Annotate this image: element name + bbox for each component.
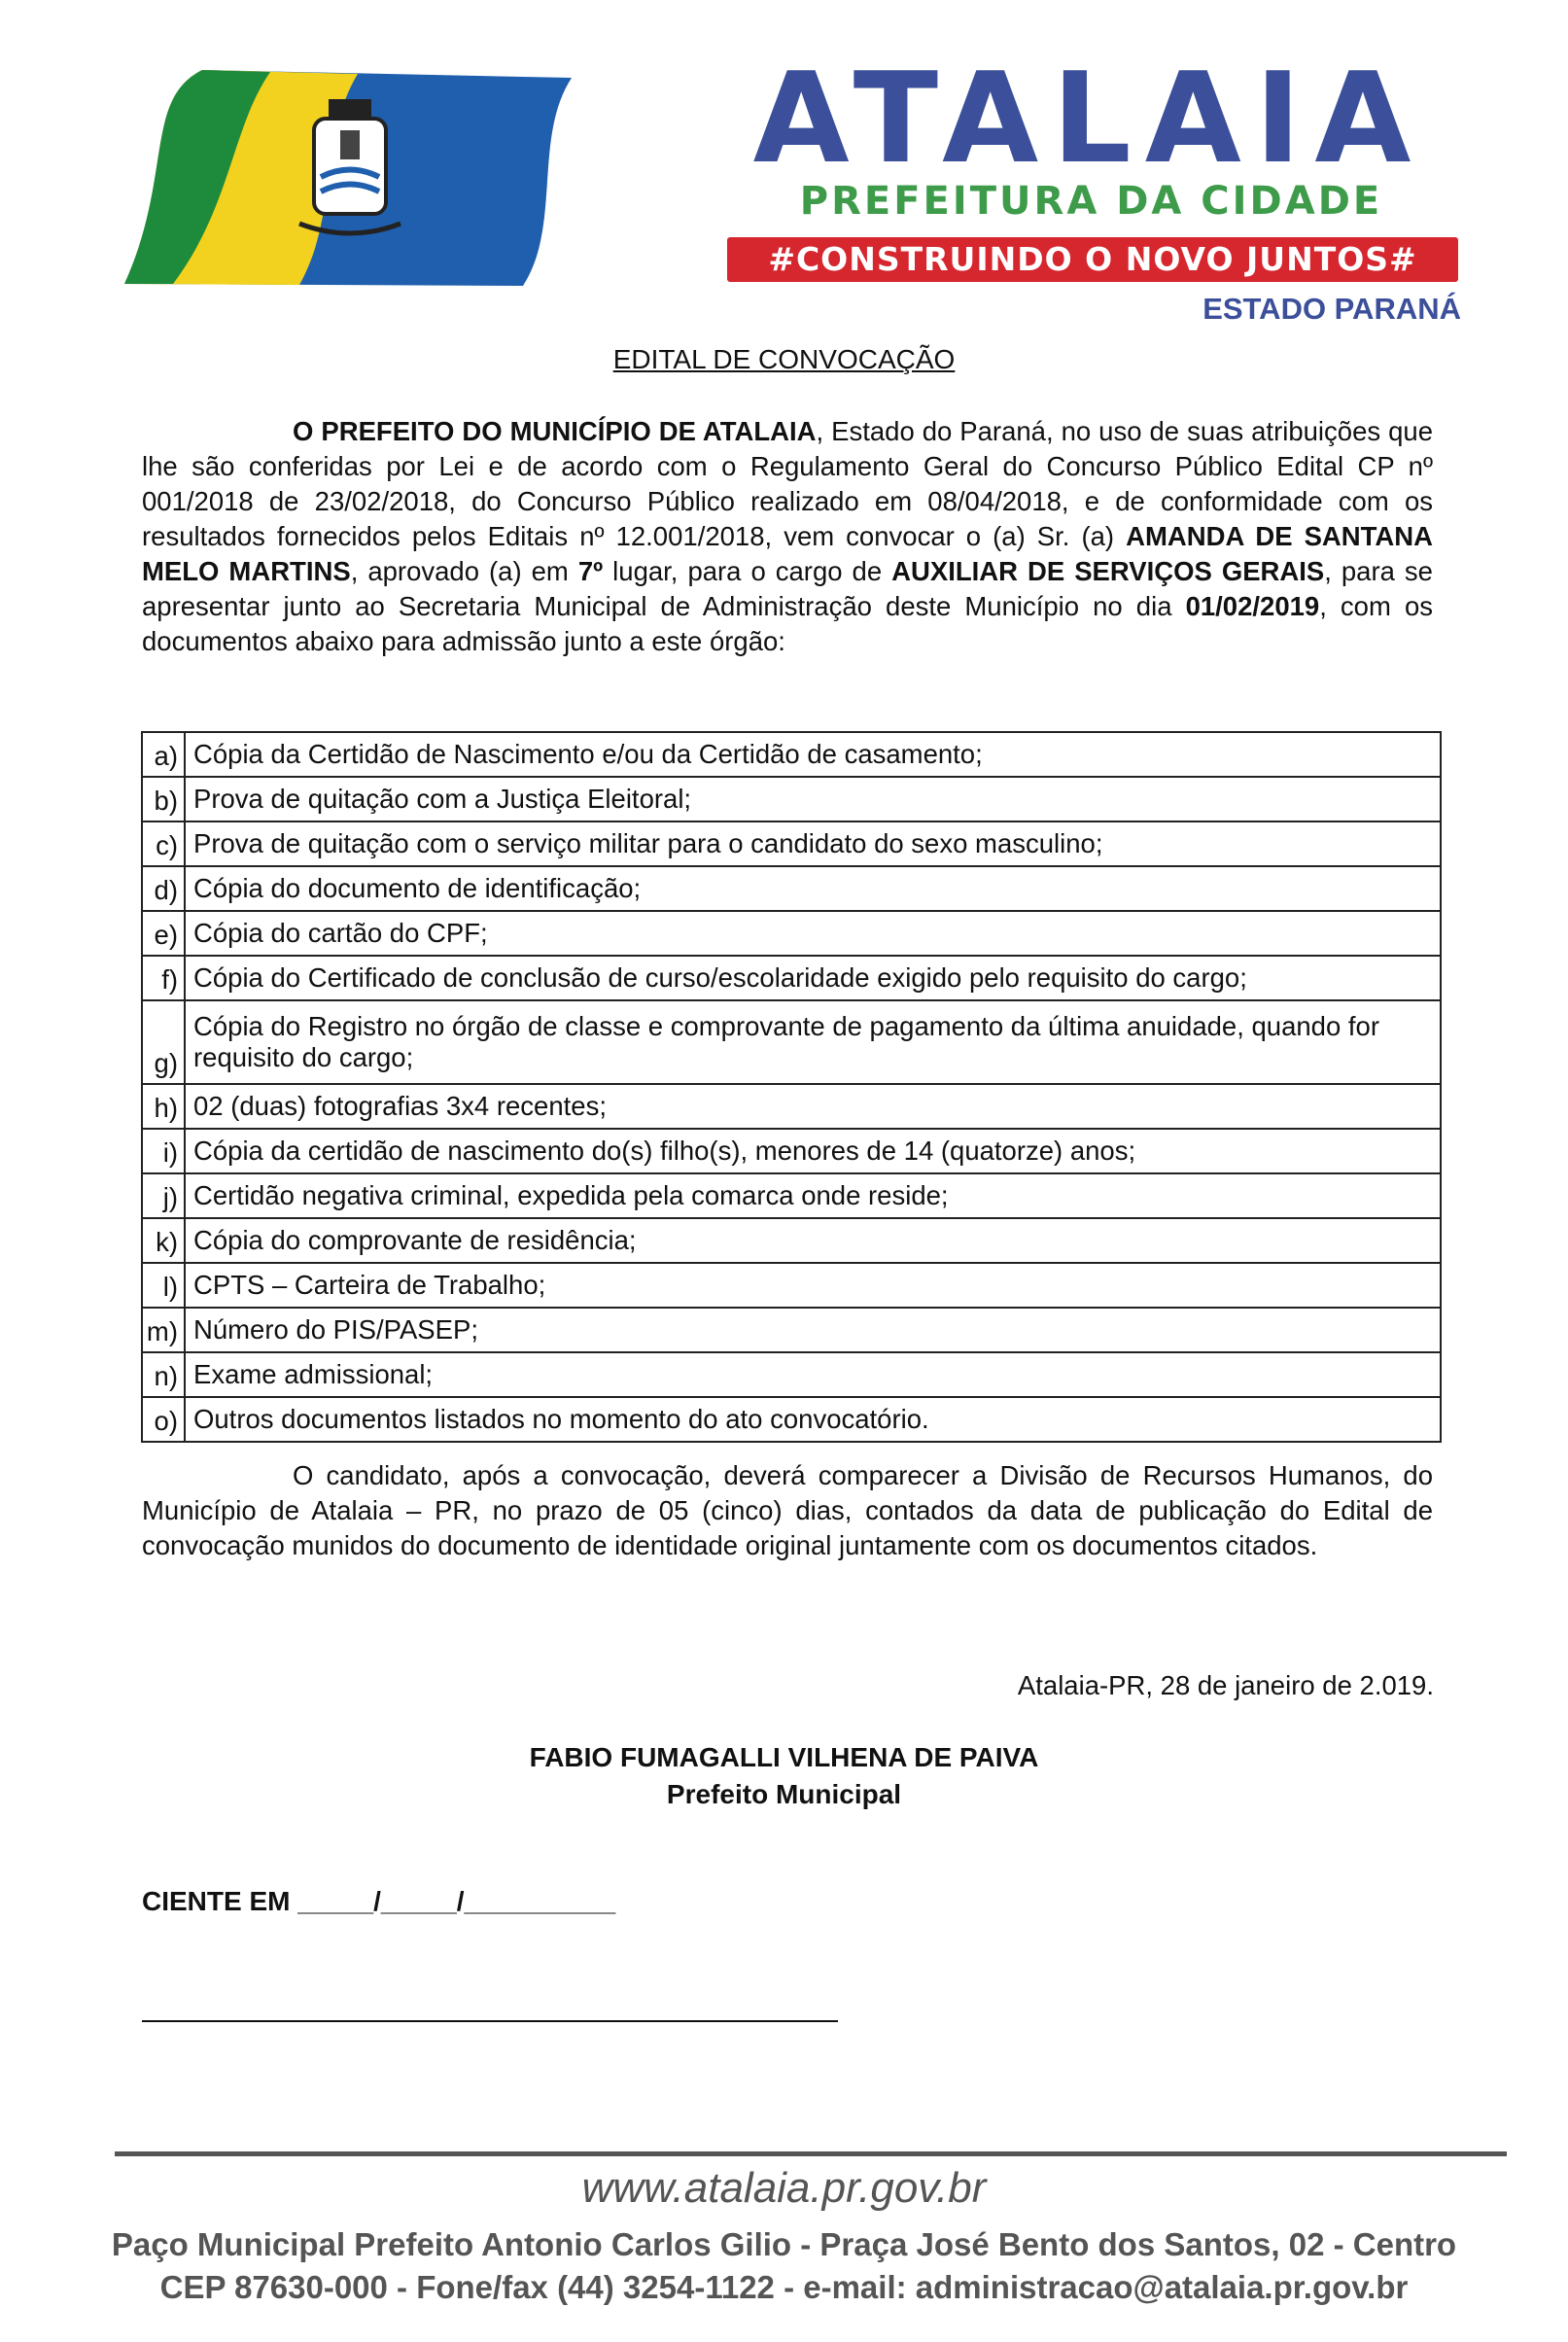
row-text: Cópia do Registro no órgão de classe e comprovante de pagamento da última anuidade, quando for requisito do cargo; — [185, 1000, 1441, 1084]
signer-role: Prefeito Municipal — [666, 1779, 902, 1809]
footer-website[interactable]: www.atalaia.pr.gov.br — [581, 2164, 987, 2212]
table-row — [142, 1352, 1441, 1397]
candidate-position: 7º — [577, 556, 604, 586]
row-letter: h) — [142, 1084, 185, 1129]
table-row — [142, 1000, 1441, 1084]
row-text: Cópia do Certificado de conclusão de curso/escolaridade exigido pelo requisito do cargo; — [185, 956, 1441, 1000]
row-text: Número do PIS/PASEP; — [185, 1308, 1441, 1352]
closing-paragraph: O candidato, após a convocação, deverá comparecer a Divisão de Recursos Humanos, do Município de Atalaia – PR, no prazo de 05 (cinco) dias, contados da data de publicação do Edital de convocação munidos do documento de identidade original juntamente com os documentos citados. — [142, 1460, 1433, 1560]
table-row — [142, 911, 1441, 956]
table-row — [142, 1397, 1441, 1442]
signer-name: FABIO FUMAGALLI VILHENA DE PAIVA — [529, 1742, 1039, 1772]
row-letter: j) — [142, 1173, 185, 1218]
row-letter: n) — [142, 1352, 185, 1397]
row-letter: e) — [142, 911, 185, 956]
row-text: Certidão negativa criminal, expedida pela comarca onde reside; — [185, 1173, 1441, 1218]
table-row — [142, 1218, 1441, 1263]
brand-subtitle: PREFEITURA DA CIDADE — [799, 179, 1383, 224]
row-letter: g) — [142, 1000, 185, 1084]
row-text: Cópia da Certidão de Nascimento e/ou da Certidão de casamento; — [185, 732, 1441, 777]
table-row — [142, 1173, 1441, 1218]
table-row — [142, 1263, 1441, 1308]
presentation-date: 01/02/2019 — [1185, 591, 1320, 621]
row-text: Cópia da certidão de nascimento do(s) filho(s), menores de 14 (quatorze) anos; — [185, 1129, 1441, 1173]
row-text: Exame admissional; — [185, 1352, 1441, 1397]
table-row — [142, 732, 1441, 777]
place-date: Atalaia-PR, 28 de janeiro de 2.019. — [1017, 1670, 1434, 1700]
footer-address: Paço Municipal Prefeito Antonio Carlos Gilio - Praça José Bento dos Santos, 02 - Centro — [111, 2226, 1457, 2262]
row-text: Outros documentos listados no momento do ato convocatório. — [185, 1397, 1441, 1442]
table-row — [142, 956, 1441, 1000]
brand-title: ATALAIA — [752, 47, 1425, 192]
ciente-field: CIENTE EM _____/_____/__________ — [142, 1886, 616, 1916]
row-letter: m) — [142, 1308, 185, 1352]
requirements-table — [141, 731, 1442, 1443]
document-title: EDITAL DE CONVOCAÇÃO — [612, 344, 956, 374]
row-text: Prova de quitação com o serviço militar para o candidato do sexo masculino; — [185, 821, 1441, 866]
row-letter: i) — [142, 1129, 185, 1173]
row-text: Prova de quitação com a Justiça Eleitoral; — [185, 777, 1441, 821]
row-text: Cópia do comprovante de residência; — [185, 1218, 1441, 1263]
municipal-flag-icon — [115, 60, 581, 294]
row-letter: a) — [142, 732, 185, 777]
table-row — [142, 1129, 1441, 1173]
row-letter: d) — [142, 866, 185, 911]
intro-lead: O PREFEITO DO MUNICÍPIO DE ATALAIA — [293, 416, 817, 446]
row-text: 02 (duas) fotografias 3x4 recentes; — [185, 1084, 1441, 1129]
row-letter: c) — [142, 821, 185, 866]
table-row — [142, 1308, 1441, 1352]
row-text: Cópia do documento de identificação; — [185, 866, 1441, 911]
state-label: ESTADO PARANÁ — [1202, 292, 1461, 326]
candidate-name: AMANDA DE SANTANA MELO MARTINS — [142, 521, 1433, 586]
row-text: CPTS – Carteira de Trabalho; — [185, 1263, 1441, 1308]
row-letter: k) — [142, 1218, 185, 1263]
table-row — [142, 866, 1441, 911]
row-letter: l) — [142, 1263, 185, 1308]
footer-divider — [115, 2151, 1507, 2156]
table-row — [142, 1084, 1441, 1129]
table-row — [142, 821, 1441, 866]
row-text: Cópia do cartão do CPF; — [185, 911, 1441, 956]
row-letter: b) — [142, 777, 185, 821]
intro-paragraph: O PREFEITO DO MUNICÍPIO DE ATALAIA, Estado do Paraná, no uso de suas atribuições que lhe são conferidas por Lei e de acordo com o Regulamento Geral do Concurso Público Edital CP nº 001/2018 de 23/02/2018, do Concurso Público realizado em 08/04/2018, e de conformidade com os resultados fornecidos pelos Editais nº 12.001/2018, vem convocar o (a) Sr. (a) AMANDA DE SANTANA MELO MARTINS, aprovado (a) em 7º lugar, para o cargo de AUXILIAR DE SERVIÇOS GERAIS, para se apresentar junto ao Secretaria Municipal de Administração deste Município no dia 01/02/2019, com os documentos abaixo para admissão junto a este órgão: — [142, 416, 1434, 656]
table-row — [142, 777, 1441, 821]
signature-line — [142, 2020, 838, 2022]
job-title: AUXILIAR DE SERVIÇOS GERAIS — [891, 556, 1325, 586]
row-letter: o) — [142, 1397, 185, 1442]
slogan-banner: #CONSTRUINDO O NOVO JUNTOS# — [727, 237, 1458, 282]
footer-contact: CEP 87630-000 - Fone/fax (44) 3254-1122 - e-mail: administracao@atalaia.pr.gov.br — [159, 2269, 1409, 2305]
row-letter: f) — [142, 956, 185, 1000]
